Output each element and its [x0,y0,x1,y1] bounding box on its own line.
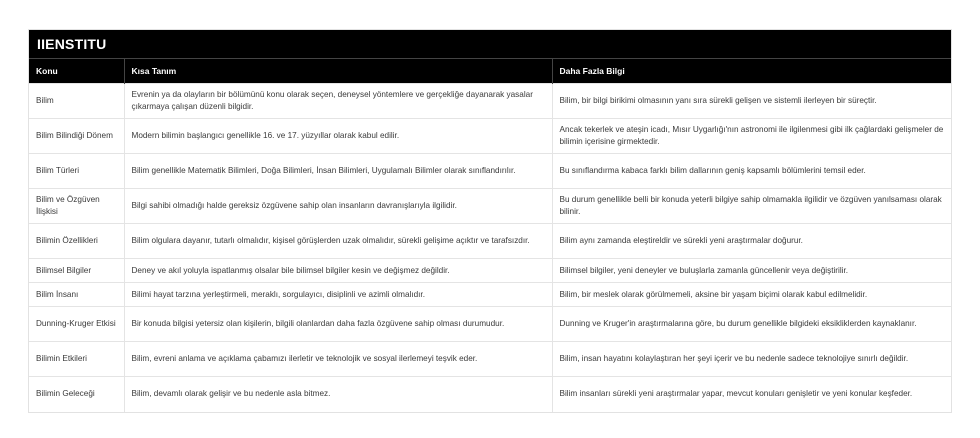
table-row [29,307,951,342]
table-row [29,189,951,224]
header-topic: Konu [29,59,124,84]
cell-short-definition: Bilimi hayat tarzına yerleştirmeli, meraklı, sorgulayıcı, disiplinli ve azimli olmalıdır. [124,283,552,307]
cell-short-definition: Bir konuda bilgisi yetersiz olan kişilerin, bilgili olanlardan daha fazla özgüvene sahip olması durumudur. [124,307,552,342]
cell-short-definition: Bilim genellikle Matematik Bilimleri, Doğa Bilimleri, İnsan Bilimleri, Uygulamalı Bilimler olarak sınıflandırılır. [124,154,552,189]
cell-topic: Bilim Türleri [29,154,124,189]
table-row [29,154,951,189]
cell-topic: Bilimin Etkileri [29,342,124,377]
cell-more-info: Bilim, insan hayatını kolaylaştıran her şeyi içerir ve bu nedenle sadece teknolojiye sınırlı değildir. [552,342,951,377]
cell-topic: Bilim ve Özgüven İlişkisi [29,189,124,224]
table-header-row [29,59,951,84]
table-row [29,283,951,307]
table-row [29,224,951,259]
cell-more-info: Bilim aynı zamanda eleştireldir ve sürekli yeni araştırmalar doğurur. [552,224,951,259]
cell-short-definition: Bilim olgulara dayanır, tutarlı olmalıdır, kişisel görüşlerden uzak olmalıdır, sürekli gelişime açıktır ve tarafsızdır. [124,224,552,259]
cell-topic: Bilim İnsanı [29,283,124,307]
cell-short-definition: Modern bilimin başlangıcı genellikle 16. ve 17. yüzyıllar olarak kabul edilir. [124,119,552,154]
cell-short-definition: Bilim, devamlı olarak gelişir ve bu nedenle asla bitmez. [124,377,552,412]
cell-short-definition: Bilim, evreni anlama ve açıklama çabamızı ilerletir ve teknolojik ve sosyal ilerlemeyi teşvik eder. [124,342,552,377]
cell-topic: Bilimsel Bilgiler [29,259,124,283]
table-row [29,84,951,119]
cell-more-info: Bilim, bir bilgi birikimi olmasının yanı sıra sürekli gelişen ve sistemli ilerleyen bir süreçtir. [552,84,951,119]
header-more-info: Daha Fazla Bilgi [552,59,951,84]
header-short-definition: Kısa Tanım [124,59,552,84]
cell-more-info: Dunning ve Kruger'in araştırmalarına göre, bu durum genellikle bilgideki eksikliklerden kaynaklanır. [552,307,951,342]
cell-more-info: Bilim insanları sürekli yeni araştırmalar yapar, mevcut konuları genişletir ve yeni konular keşfeder. [552,377,951,412]
table-row [29,342,951,377]
cell-short-definition: Evrenin ya da olayların bir bölümünü konu olarak seçen, deneysel yöntemlere ve gerçekliğe dayanarak yasalar çıkarmaya çalışan düzenli bilgidir. [124,84,552,119]
table-row [29,259,951,283]
cell-more-info: Ancak tekerlek ve ateşin icadı, Mısır Uygarlığı'nın astronomi ile ilgilenmesi gibi ilk çağlardaki gelişmeler de bilimin içerisine girmektedir. [552,119,951,154]
brand-title: IIENSTITU [29,30,951,58]
cell-topic: Bilim Bilindiği Dönem [29,119,124,154]
info-table [29,58,951,412]
cell-topic: Bilimin Geleceği [29,377,124,412]
cell-topic: Bilim [29,84,124,119]
cell-more-info: Bu durum genellikle belli bir konuda yeterli bilgiye sahip olmamakla ilgilidir ve özgüven yanılsaması olarak bilinir. [552,189,951,224]
cell-topic: Bilimin Özellikleri [29,224,124,259]
table-row [29,119,951,154]
cell-more-info: Bilim, bir meslek olarak görülmemeli, aksine bir yaşam biçimi olarak kabul edilmelidir. [552,283,951,307]
cell-short-definition: Bilgi sahibi olmadığı halde gereksiz özgüvene sahip olan insanların davranışlarıyla ilgilidir. [124,189,552,224]
cell-topic: Dunning-Kruger Etkisi [29,307,124,342]
cell-short-definition: Deney ve akıl yoluyla ispatlanmış olsalar bile bilimsel bilgiler kesin ve değişmez değildir. [124,259,552,283]
info-table-card [28,29,952,413]
table-body [29,84,951,412]
cell-more-info: Bilimsel bilgiler, yeni deneyler ve buluşlarla zamanla güncellenir veya değiştirilir. [552,259,951,283]
table-row [29,377,951,412]
cell-more-info: Bu sınıflandırma kabaca farklı bilim dallarının geniş kapsamlı bölümlerini temsil eder. [552,154,951,189]
